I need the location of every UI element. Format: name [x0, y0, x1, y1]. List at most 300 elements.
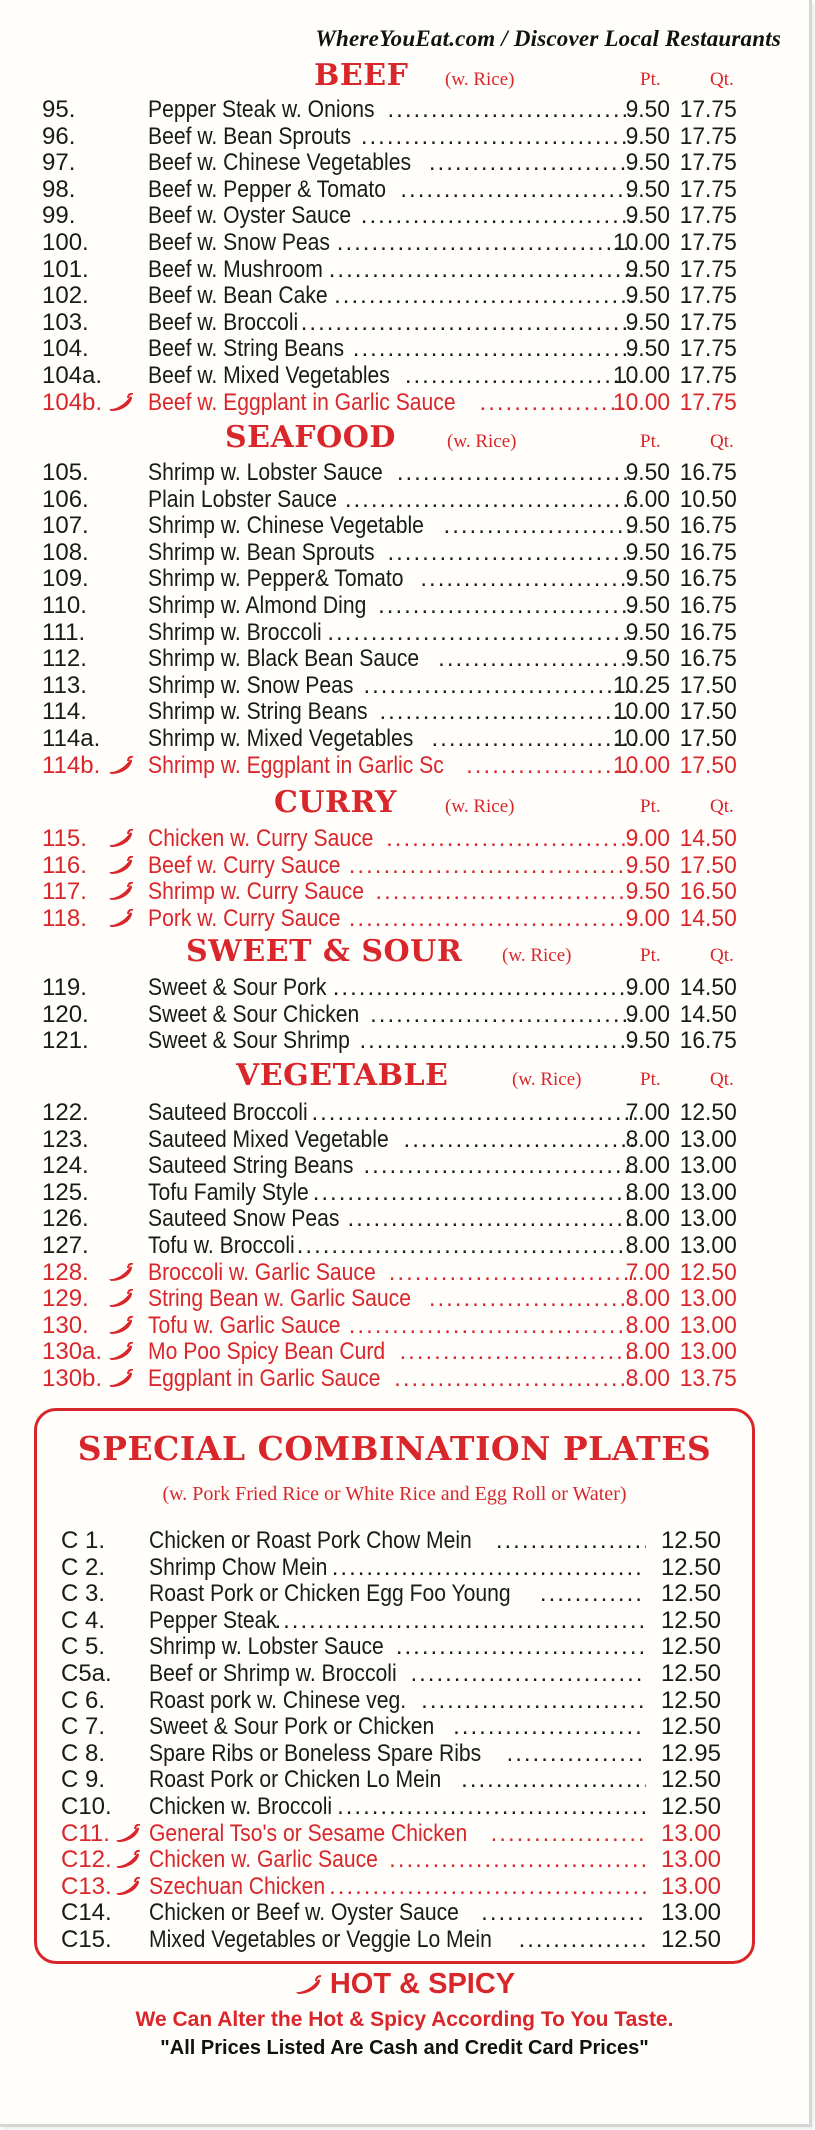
combo-price: 12.50 [660, 1553, 721, 1581]
combo-item-row [61, 1766, 731, 1793]
pint-price: 6.00 [625, 485, 670, 513]
item-name: Pepper Steak w. Onions [148, 96, 375, 123]
pint-price: 9.50 [625, 202, 670, 230]
section-title: SWEET & SOUR [186, 934, 463, 969]
section-title: CURRY [274, 785, 397, 820]
item-number: 114a. [42, 725, 101, 752]
item-name: Chicken w. Curry Sauce [148, 825, 374, 852]
menu-item-row [30, 752, 760, 779]
item-name-line [148, 282, 637, 309]
item-number: 100. [42, 229, 89, 256]
combo-name: Chicken w. Garlic Sauce [149, 1846, 378, 1874]
menu-item-row [30, 202, 760, 229]
combo-name: Shrimp w. Lobster Sauce [149, 1633, 384, 1661]
item-number: 126. [42, 1205, 89, 1233]
item-number: 129. [42, 1285, 89, 1313]
section-note: (w. Rice) [447, 431, 517, 452]
pint-price: 9.50 [625, 592, 670, 619]
combo-item-row [61, 1793, 731, 1820]
pint-price: 9.50 [625, 308, 670, 336]
section-title: SEAFOOD [225, 420, 396, 455]
menu-item-row [30, 565, 760, 592]
item-name-line [148, 974, 637, 1001]
item-number: 130a. [42, 1338, 103, 1366]
dot-leader [461, 1766, 646, 1793]
item-number: 114b. [42, 751, 101, 779]
item-name-line [148, 362, 637, 389]
chili-pepper-icon [115, 1824, 141, 1842]
quart-price: 17.75 [679, 149, 737, 177]
menu-item-row [30, 1027, 760, 1054]
menu-item-row [30, 1205, 760, 1232]
item-name: Sauteed String Beans [148, 1152, 354, 1180]
menu-item-row [30, 1312, 760, 1339]
item-number: 108. [42, 538, 89, 566]
combo-item-row [61, 1660, 731, 1687]
chili-pepper-icon [108, 1263, 134, 1281]
quart-price: 16.75 [679, 1027, 737, 1055]
menu-item-row [30, 619, 760, 646]
item-name-line [148, 176, 637, 203]
item-name: Shrimp w. Pepper& Tomato [148, 565, 404, 593]
dot-leader [364, 1152, 638, 1179]
item-name: Beef w. Oyster Sauce [148, 202, 352, 230]
item-number: 130b. [42, 1365, 103, 1392]
menu-item-row [30, 229, 760, 256]
combo-name-line [149, 1766, 646, 1793]
item-name-line [148, 698, 637, 725]
dot-leader [361, 123, 637, 150]
item-name-line [148, 825, 637, 852]
menu-item-row [30, 96, 760, 123]
dot-leader [540, 1580, 646, 1607]
dot-leader [274, 1607, 646, 1634]
quart-price: 10.50 [679, 485, 737, 513]
dot-leader [349, 905, 637, 932]
item-name-line [148, 878, 637, 905]
quart-price: 16.75 [679, 592, 737, 619]
pint-price: 8.00 [625, 1338, 670, 1366]
dot-leader [496, 1527, 646, 1554]
dot-leader [337, 229, 637, 256]
quart-price: 13.75 [679, 1365, 737, 1392]
pint-price: 9.50 [625, 459, 670, 486]
combo-name: Shrimp Chow Mein [149, 1553, 328, 1581]
item-name-line [148, 1312, 637, 1339]
item-name-line [148, 256, 637, 283]
item-name-line [148, 1285, 637, 1312]
combo-number: C11. [61, 1819, 110, 1847]
pint-column-label: Pt. [640, 431, 661, 452]
section-header-curry [0, 785, 809, 825]
item-number: 106. [42, 485, 89, 513]
item-number: 97. [42, 149, 76, 177]
item-number: 119. [42, 974, 87, 1001]
combo-item-row [61, 1527, 731, 1554]
item-name: Shrimp w. String Beans [148, 698, 368, 726]
menu-item-row [30, 486, 760, 513]
dot-leader [420, 565, 637, 592]
item-name-line [148, 1152, 637, 1179]
quart-price: 13.00 [679, 1125, 737, 1153]
menu-item-row [30, 362, 760, 389]
quart-price: 16.50 [679, 878, 737, 906]
item-number: 110. [42, 592, 87, 619]
combo-number: C 4. [61, 1606, 106, 1634]
item-name-line [148, 335, 637, 362]
item-name: Beef w. Mixed Vegetables [148, 362, 390, 389]
dot-leader [466, 752, 637, 779]
quart-price: 13.00 [679, 1152, 737, 1180]
menu-item-row [30, 1001, 760, 1028]
combo-item-row [61, 1926, 731, 1953]
combo-price: 12.50 [660, 1580, 721, 1608]
item-number: 118. [42, 904, 87, 932]
pint-price: 9.50 [625, 335, 670, 363]
item-name: Shrimp w. Lobster Sauce [148, 459, 383, 486]
menu-item-row [30, 309, 760, 336]
combo-item-row [61, 1846, 731, 1873]
quart-price: 17.50 [679, 751, 737, 779]
item-name-line [148, 1001, 637, 1028]
quart-column-label: Qt. [710, 796, 734, 817]
chili-pepper-icon [108, 393, 134, 411]
menu-item-row [30, 1338, 760, 1365]
menu-item-row [30, 645, 760, 672]
item-name: Sweet & Sour Pork [148, 974, 327, 1001]
item-name: Shrimp w. Curry Sauce [148, 878, 364, 906]
item-name-line [148, 752, 637, 779]
dot-leader [353, 335, 637, 362]
item-name: Plain Lobster Sauce [148, 485, 338, 513]
combo-price: 12.50 [660, 1633, 721, 1661]
combo-number: C 2. [61, 1553, 106, 1581]
combo-number: C 5. [61, 1633, 106, 1661]
combo-price: 12.50 [660, 1606, 721, 1634]
combo-item-row [61, 1580, 731, 1607]
pint-price: 10.00 [613, 229, 671, 256]
pint-price: 9.00 [625, 1000, 670, 1028]
item-name-line [148, 1259, 637, 1286]
pint-price: 10.25 [613, 671, 671, 699]
menu-item-row [30, 123, 760, 150]
pint-price: 8.00 [625, 1178, 670, 1206]
chili-pepper-icon [108, 882, 134, 900]
menu-item-row [30, 1232, 760, 1259]
item-number: 102. [42, 282, 89, 310]
dot-leader [345, 486, 637, 513]
item-name: Shrimp w. Mixed Vegetables [148, 725, 414, 752]
item-number: 99. [42, 202, 76, 230]
menu-item-row [30, 149, 760, 176]
chili-pepper-icon [108, 1369, 134, 1387]
combo-name: Chicken or Beef w. Oyster Sauce [149, 1899, 459, 1927]
combo-name: Sweet & Sour Pork or Chicken [149, 1713, 435, 1741]
dot-leader [378, 592, 637, 619]
item-name: Beef w. String Beans [148, 335, 345, 363]
item-name-line [148, 389, 637, 416]
item-name: Beef w. Bean Cake [148, 282, 328, 310]
item-number: 104a. [42, 362, 103, 389]
item-number: 128. [42, 1258, 89, 1286]
dot-leader [297, 1232, 637, 1259]
dot-leader [389, 1259, 637, 1286]
combo-number: C 8. [61, 1739, 106, 1767]
combo-price: 12.50 [660, 1926, 721, 1953]
dot-leader [333, 974, 637, 1001]
quart-column-label: Qt. [710, 1069, 734, 1090]
item-name: Pork w. Curry Sauce [148, 904, 341, 932]
item-number: 101. [42, 255, 89, 283]
item-number: 127. [42, 1232, 89, 1259]
quart-price: 13.00 [679, 1285, 737, 1313]
quart-price: 17.75 [679, 335, 737, 363]
item-number: 96. [42, 122, 76, 150]
pint-column-label: Pt. [640, 69, 661, 90]
combo-subtitle: (w. Pork Fried Rice or White Rice and Egg Roll or Water) [162, 1483, 627, 1505]
combo-item-row [61, 1713, 731, 1740]
item-name-line [148, 1126, 637, 1153]
combo-price: 12.50 [660, 1660, 721, 1687]
chili-pepper-icon [108, 1316, 134, 1334]
combo-item-row [61, 1607, 731, 1634]
menu-item-row [30, 1365, 760, 1392]
item-number: 122. [42, 1099, 89, 1126]
item-number: 117. [42, 878, 87, 906]
item-name-line [148, 1179, 637, 1206]
dot-leader [348, 1205, 638, 1232]
dot-leader [397, 459, 637, 486]
pint-price: 9.00 [625, 904, 670, 932]
menu-item-row [30, 459, 760, 486]
menu-item-row [30, 1126, 760, 1153]
item-name: Sweet & Sour Shrimp [148, 1027, 350, 1055]
dot-leader [432, 725, 638, 752]
pint-price: 9.50 [625, 618, 670, 646]
combo-name-line [149, 1607, 646, 1634]
dot-leader [332, 1554, 646, 1581]
item-name: Sweet & Sour Chicken [148, 1000, 360, 1028]
chili-pepper-icon [115, 1877, 141, 1895]
dot-leader [349, 1312, 637, 1339]
dot-leader [507, 1740, 646, 1767]
combo-item-row [61, 1820, 731, 1847]
dot-leader [400, 176, 637, 203]
chili-pepper-icon [294, 1975, 322, 1995]
item-name-line [148, 672, 637, 699]
combo-name: Pepper Steak [149, 1606, 277, 1634]
pint-price: 8.00 [625, 1365, 670, 1392]
pint-price: 8.00 [625, 1311, 670, 1339]
section-title: BEEF [314, 58, 409, 93]
pint-price: 8.00 [625, 1285, 670, 1313]
pint-price: 9.00 [625, 974, 670, 1001]
quart-price: 17.75 [679, 282, 737, 310]
item-number: 116. [42, 851, 87, 879]
item-number: 103. [42, 308, 89, 336]
combo-name-line [149, 1660, 646, 1687]
quart-price: 17.75 [679, 255, 737, 283]
section-note: (w. Rice) [445, 796, 515, 817]
item-number: 130. [42, 1311, 89, 1339]
item-name-line [148, 123, 637, 150]
item-name: Mo Poo Spicy Bean Curd [148, 1338, 386, 1366]
pint-price: 10.00 [613, 698, 671, 726]
chili-pepper-icon [108, 856, 134, 874]
dot-leader [519, 1926, 646, 1953]
combo-number: C 6. [61, 1686, 106, 1714]
menu-item-row [30, 335, 760, 362]
dot-leader [327, 619, 637, 646]
item-name: String Bean w. Garlic Sauce [148, 1285, 411, 1313]
section-title: VEGETABLE [236, 1058, 449, 1093]
item-name-line [148, 852, 637, 879]
item-number: 120. [42, 1000, 89, 1028]
item-name-line [148, 1027, 637, 1054]
menu-item-row [30, 176, 760, 203]
item-name: Beef w. Chinese Vegetables [148, 149, 412, 177]
item-number: 124. [42, 1152, 89, 1180]
pint-price: 7.00 [625, 1099, 670, 1126]
hot-spicy-label: HOT & SPICY [329, 1968, 516, 2000]
menu-item-row [30, 512, 760, 539]
item-name-line [148, 309, 637, 336]
dot-leader [399, 1338, 637, 1365]
dot-leader [313, 1179, 637, 1206]
quart-price: 17.50 [679, 725, 737, 752]
quart-price: 16.75 [679, 645, 737, 673]
dot-leader [329, 256, 637, 283]
item-number: 107. [42, 512, 89, 540]
dot-leader [363, 672, 637, 699]
dot-leader [370, 1001, 637, 1028]
combo-name-line [149, 1873, 646, 1900]
dot-leader [491, 1820, 646, 1847]
combo-number: C 7. [61, 1713, 106, 1741]
quart-price: 16.75 [679, 538, 737, 566]
quart-price: 17.50 [679, 698, 737, 726]
combo-price: 12.50 [660, 1766, 721, 1794]
quart-price: 17.75 [679, 388, 737, 416]
dot-leader [429, 1285, 637, 1312]
combo-name: Roast pork w. Chinese veg. [149, 1686, 407, 1714]
item-name: Tofu Family Style [148, 1178, 309, 1206]
item-number: 112. [42, 645, 87, 673]
dot-leader [334, 282, 637, 309]
item-name: Beef w. Bean Sprouts [148, 122, 352, 150]
pint-price: 9.50 [625, 645, 670, 673]
item-name-line [148, 96, 637, 123]
menu-item-row [30, 1179, 760, 1206]
menu-item-row [30, 878, 760, 905]
pint-price: 10.00 [613, 388, 671, 416]
combo-name-line [149, 1740, 646, 1767]
item-name: Beef w. Snow Peas [148, 229, 330, 256]
menu-item-row [30, 1259, 760, 1286]
menu-item-row [30, 539, 760, 566]
chili-pepper-icon [108, 1289, 134, 1307]
item-name-line [148, 459, 637, 486]
combo-number: C 9. [61, 1766, 106, 1794]
combo-item-row [61, 1899, 731, 1926]
combo-name-line [149, 1527, 646, 1554]
dot-leader [329, 1873, 646, 1900]
pint-price: 10.00 [613, 362, 671, 389]
item-name-line [148, 619, 637, 646]
pint-column-label: Pt. [640, 1069, 661, 1090]
pint-price: 9.50 [625, 878, 670, 906]
combo-item-row [61, 1554, 731, 1581]
item-number: 98. [42, 175, 76, 203]
combo-name: Beef or Shrimp w. Broccoli [149, 1660, 397, 1687]
item-number: 115. [42, 825, 87, 852]
quart-price: 17.75 [679, 175, 737, 203]
site-header: WhereYouEat.com / Discover Local Restaurants [315, 26, 781, 51]
combo-name-line [149, 1899, 646, 1926]
item-number: 113. [42, 671, 87, 699]
combo-name: Szechuan Chicken [149, 1872, 326, 1900]
menu-item-row [30, 725, 760, 752]
item-name: Sauteed Broccoli [148, 1099, 308, 1126]
item-number: 121. [42, 1027, 89, 1055]
item-number: 111. [42, 618, 86, 646]
item-number: 114. [42, 698, 87, 726]
item-name: Eggplant in Garlic Sauce [148, 1365, 381, 1392]
quart-price: 16.75 [679, 618, 737, 646]
menu-item-row [30, 825, 760, 852]
quart-price: 17.75 [679, 362, 737, 389]
item-name-line [148, 1338, 637, 1365]
item-name-line [148, 1232, 637, 1259]
item-name-line [148, 1099, 637, 1126]
quart-price: 16.75 [679, 459, 737, 486]
menu-item-row [30, 974, 760, 1001]
pint-price: 10.00 [613, 751, 671, 779]
combo-price: 12.95 [660, 1739, 721, 1767]
combo-price: 12.50 [660, 1686, 721, 1714]
section-note: (w. Rice) [445, 69, 515, 90]
item-name: Sauteed Mixed Vegetable [148, 1125, 389, 1153]
chili-pepper-icon [108, 1342, 134, 1360]
dot-leader [481, 1899, 646, 1926]
pint-price: 9.50 [625, 565, 670, 593]
quart-price: 17.75 [679, 229, 737, 256]
combo-name-line [149, 1846, 646, 1873]
combo-price: 13.00 [660, 1899, 721, 1927]
menu-item-row [30, 256, 760, 283]
pint-price: 10.00 [613, 725, 671, 752]
item-name-line [148, 592, 637, 619]
menu-item-row [30, 672, 760, 699]
item-name-line [148, 229, 637, 256]
quart-price: 13.00 [679, 1178, 737, 1206]
item-name: Shrimp w. Black Bean Sauce [148, 645, 420, 673]
dot-leader [379, 698, 637, 725]
quart-column-label: Qt. [710, 69, 734, 90]
menu-item-row [30, 1285, 760, 1312]
pint-price: 9.50 [625, 96, 670, 123]
quart-price: 17.75 [679, 122, 737, 150]
combo-number: C10. [61, 1793, 112, 1820]
combo-name-line [149, 1554, 646, 1581]
item-name: Beef w. Mushroom [148, 255, 323, 283]
item-name: Beef w. Eggplant in Garlic Sauce [148, 388, 456, 416]
section-header-sweet-sour [0, 934, 809, 974]
combo-number: C15. [61, 1926, 112, 1953]
item-name-line [148, 645, 637, 672]
pint-price: 9.50 [625, 851, 670, 879]
quart-price: 16.75 [679, 512, 737, 540]
